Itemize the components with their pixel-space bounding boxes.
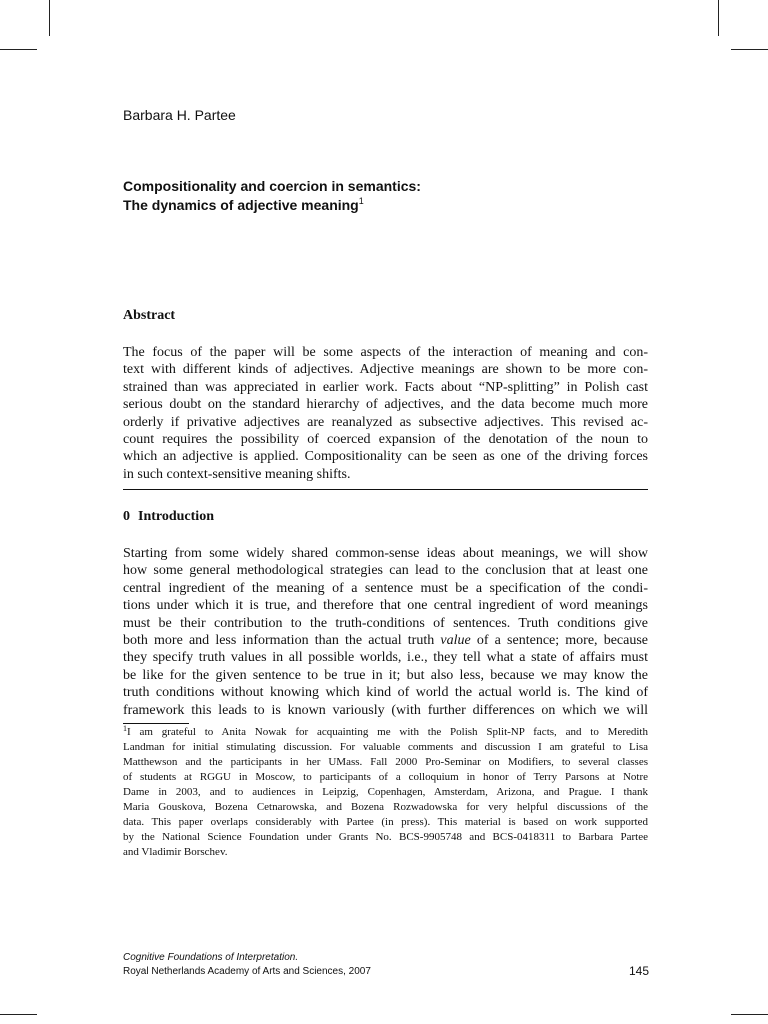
page-number: 145 <box>628 964 649 978</box>
introduction-text <box>123 545 648 719</box>
footnote-line: by the National Science Foundation under Grants No. BCS-9905748 and BCS-0418311 to Barbara Partee <box>123 831 648 843</box>
section-number: 0 <box>123 509 130 524</box>
footnote-rule <box>123 723 189 724</box>
author-name: Barbara H. Partee <box>123 107 236 123</box>
intro-line: how some general methodological strategies can lead to the conclusion that at least one <box>123 563 648 579</box>
intro-line: truth conditions without knowing which kind of world the actual world is. The kind of <box>123 685 648 701</box>
italic-word-value: value <box>440 632 471 648</box>
footnote-line-1-text: I am grateful to Anita Nowak for acquainting me with the Polish Split-NP facts, and to Meredith <box>127 726 648 738</box>
intro-line: tions under which it is true, and therefore that one central ingredient of word meanings <box>123 598 648 614</box>
abstract-line: text with different kinds of adjectives. Adjective meanings are shown to be more con- <box>123 362 648 378</box>
publisher-line: Royal Netherlands Academy of Arts and Sciences, 2007 <box>123 966 371 977</box>
abstract-line: serious doubt on the standard hierarchy of adjectives, and the data become much more <box>123 397 648 413</box>
crop-mark-right-bottom <box>731 1014 768 1015</box>
abstract-line: The focus of the paper will be some aspects of the interaction of meaning and con- <box>123 345 648 360</box>
abstract-line: in such context-sensitive meaning shifts. <box>123 466 351 482</box>
footnote-line: data. This paper overlaps considerably with Partee (in press). This material is based on work supported <box>123 816 648 828</box>
intro-line: framework this leads to is known variously (with further differences on which we will <box>123 702 648 718</box>
crop-mark-right-top <box>731 49 768 50</box>
crop-mark-left-top <box>0 49 37 50</box>
abstract-line: which an adjective is applied. Compositionality can be seen as one of the driving forces <box>123 449 648 465</box>
section-title: Introduction <box>138 509 214 524</box>
section-heading-introduction <box>123 509 214 525</box>
footnote-line: Matthewson and the participants in her UMass. Fall 2000 Pro-Seminar on Modifiers, to several classes <box>123 756 648 768</box>
abstract-line: count requires the possibility of coerced expansion of the denotation of the noun to <box>123 431 648 447</box>
intro-line: must be their contribution to the truth-conditions of sentences. Truth conditions give <box>123 615 648 631</box>
footnote-line: Dame in 2003, and to audiences in Leipzig, Copenhagen, Amsterdam, Arizona, and Prague. I thank <box>123 786 648 798</box>
intro-line-6-start: both more and less information than the actual truth <box>123 632 435 648</box>
intro-line: be like for the given sentence to be true in it; but also less, because we may know the <box>123 667 648 683</box>
abstract-heading: Abstract <box>123 308 176 323</box>
intro-line: Starting from some widely shared common-sense ideas about meanings, we will show <box>123 546 648 561</box>
crop-mark-left-bottom <box>0 1014 37 1015</box>
intro-line <box>123 632 648 649</box>
footnote-line: and Vladimir Borschev. <box>123 846 228 858</box>
intro-line-6-end: of a sentence; more, because <box>476 632 649 648</box>
paper-title <box>123 177 421 215</box>
abstract-text <box>123 344 648 483</box>
intro-line: central ingredient of the meaning of a sentence must be a specification of the condi- <box>123 580 648 596</box>
section-divider <box>123 489 648 490</box>
footnote-line: Landman for initial stimulating discussion. For valuable comments and discussion I am grateful to Lisa <box>123 741 648 753</box>
abstract-line: orderly if privative adjectives are reanalyzed as subsective adjectives. This revised ac- <box>123 414 648 430</box>
crop-mark-top-left <box>49 0 50 36</box>
crop-mark-top-right <box>718 0 719 36</box>
title-line-1: Compositionality and coercion in semantics: <box>123 178 421 194</box>
journal-title: Cognitive Foundations of Interpretation. <box>123 952 299 963</box>
title-footnote-mark: 1 <box>358 196 364 206</box>
title-line-2 <box>123 196 421 215</box>
footnote-number: 1 <box>123 724 127 733</box>
intro-line: they specify truth values in all possible worlds, i.e., they tell what a state of affairs must <box>123 650 648 666</box>
abstract-line: strained than was appreciated in earlier work. Facts about “NP-splitting” in Polish cast <box>123 379 648 395</box>
title-line-2-text: The dynamics of adjective meaning <box>123 197 359 213</box>
footnote-line: Maria Gouskova, Bozena Cetnarowska, and Bozena Rozwadowska for very helpful discussions of the <box>123 801 648 813</box>
footnote-line <box>123 725 648 740</box>
footnote <box>123 725 648 860</box>
footnote-line: of students at RGGU in Moscow, to participants of a colloquium in honor of Terry Parsons at Notre <box>123 771 648 783</box>
